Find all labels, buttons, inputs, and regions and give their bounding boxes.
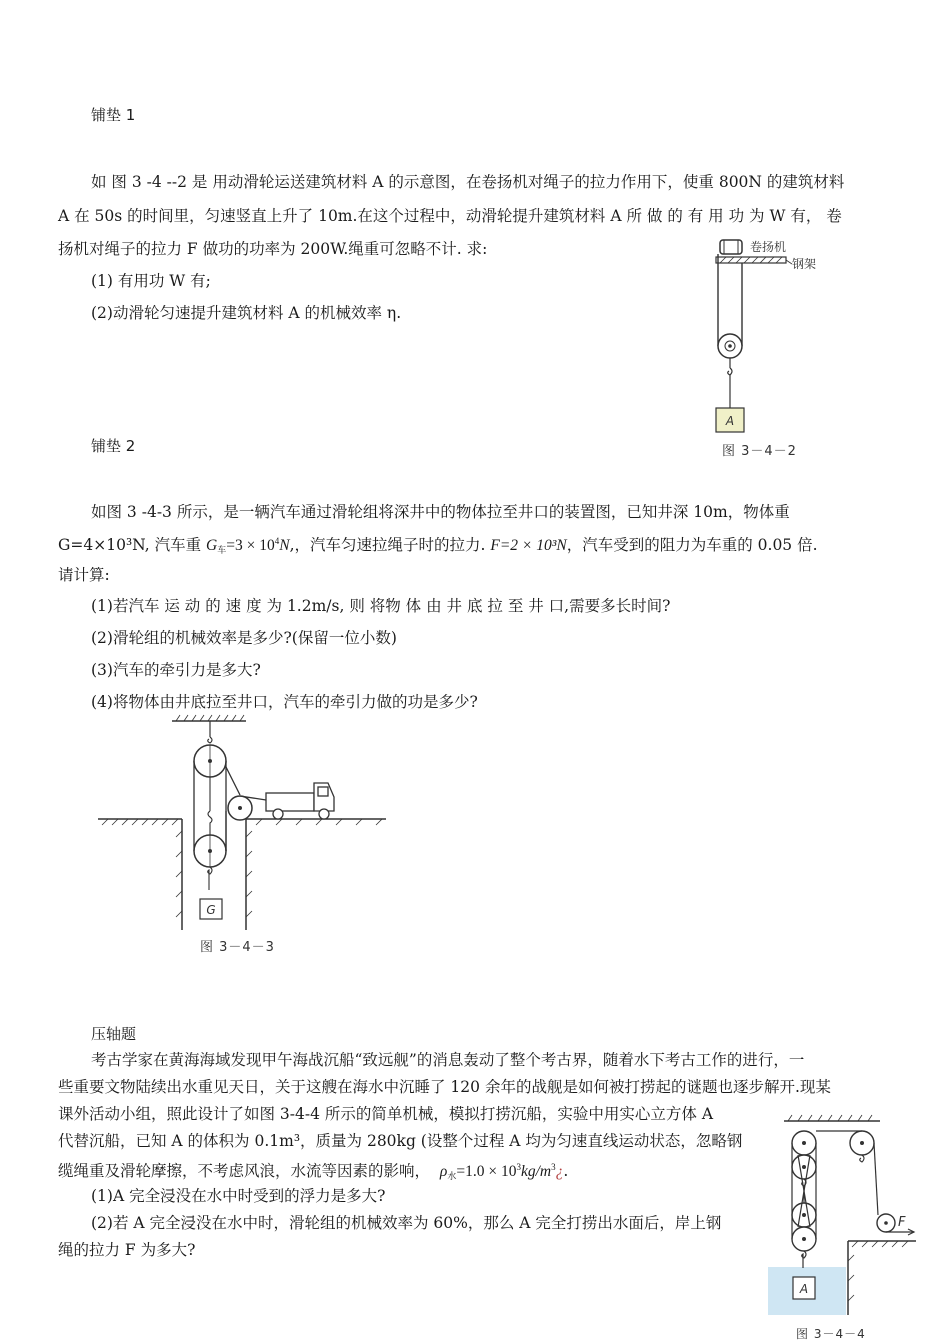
winch-icon — [720, 240, 742, 254]
figure-3-4-2 — [700, 236, 830, 436]
svg-text:A: A — [725, 414, 735, 428]
section1-question1: (1) 有用功 W 有; — [91, 272, 211, 290]
section3-heading: 压轴题 — [91, 1025, 137, 1043]
figure-3-4-3-caption: 图 3－4－3 — [200, 940, 275, 955]
section3-paragraph-line1: 考古学家在黄海海域发现甲午海战沉船“致远舰”的消息轰动了整个考古界，随着水下考古工作的进行，一 — [91, 1051, 805, 1069]
figure-3-4-4 — [768, 1115, 918, 1325]
section2-question3: (3)汽车的牵引力是多大? — [91, 661, 261, 679]
frame-label: 钢架 — [792, 257, 817, 271]
section3-question1: (1)A 完全浸没在水中时受到的浮力是多大? — [91, 1187, 386, 1205]
winch-label: 卷扬机 — [750, 240, 787, 254]
section3-paragraph-line4: 代替沉船，已知 A 的体积为 0.1m³，质量为 280kg (设整个过程 A 均为匀速直线运动状态，忽略钢 — [58, 1132, 743, 1150]
svg-text:A: A — [799, 1282, 809, 1296]
figure-3-4-4-caption: 图 3－4－4 — [796, 1327, 866, 1341]
section2-question2: (2)滑轮组的机械效率是多少?(保留一位小数) — [91, 629, 397, 647]
svg-text:G: G — [206, 903, 216, 917]
section2-heading: 铺垫 2 — [91, 437, 136, 455]
section2-question1: (1)若汽车 运 动 的 速 度 为 1.2m/s, 则 将物 体 由 井 底 拉 至 井 口,需要多长时间? — [91, 597, 671, 615]
water-density-formula: $\rho_水=1.0$ × $10^3kg/m^3¿$ — [439, 1162, 564, 1181]
truck-icon — [266, 783, 334, 819]
section3-paragraph-line5: 缆绳重及滑轮摩擦，不考虑风浪，水流等因素的影响， $\rho_水=1.0$ × $10^3kg/m^3¿$. — [58, 1162, 569, 1181]
section1-paragraph-line3: 扬机对绳子的拉力 F 做功的功率为 200W.绳重可忽略不计. 求: — [58, 240, 488, 258]
section3-question3: 绳的拉力 F 为多大? — [58, 1241, 196, 1259]
svg-text:F: F — [898, 1215, 906, 1230]
section1-question2: (2)动滑轮匀速提升建筑材料 A 的机械效率 η. — [91, 304, 402, 322]
figure-3-4-3 — [96, 715, 396, 935]
figure-3-4-2-caption: 图 3－4－2 — [722, 444, 797, 459]
section2-question4: (4)将物体由井底拉至井口，汽车的牵引力做的功是多少? — [91, 693, 478, 711]
section1-paragraph-line1: 如 图 3 -4 --2 是 用动滑轮运送建筑材料 A 的示意图，在卷扬机对绳子的拉力作用下，使重 800N 的建筑材料 — [91, 173, 845, 191]
steel-frame — [716, 257, 786, 263]
section2-paragraph-line3: 请计算: — [58, 566, 110, 584]
section1-heading: 铺垫 1 — [91, 106, 136, 124]
section3-paragraph-line3: 课外活动小组，照此设计了如图 3-4-4 所示的简单机械，模拟打捞沉船，实验中用实心立方体 A — [58, 1105, 714, 1123]
section3-paragraph-line2: 些重要文物陆续出水重见天日，关于这艘在海水中沉睡了 120 余年的战舰是如何被打捞起的谜题也逐步解开.现某 — [58, 1078, 831, 1096]
section2-paragraph-line1: 如图 3 -4-3 所示，是一辆汽车通过滑轮组将深井中的物体拉至井口的装置图，已知井深 10m，物体重 — [91, 503, 790, 521]
section2-paragraph-line2: G=4×10³N, 汽车重 $G_车=3 \times 10^4N$,，汽车匀速拉绳子时的拉力. F=2 × 10³N，汽车受到的阻力为车重的 0.05 倍. — [58, 536, 818, 555]
car-weight-formula: $G_车=3 \times 10^4N$ — [206, 536, 290, 555]
section3-question2: (2)若 A 完全浸没在水中时，滑轮组的机械效率为 60%，那么 A 完全打捞出水面后，岸上钢 — [91, 1214, 722, 1232]
section1-paragraph-line2: A 在 50s 的时间里，匀速竖直上升了 10m.在这个过程中，动滑轮提升建筑材料 A 所 做 的 有 用 功 为 W 有， 卷 — [58, 207, 842, 225]
